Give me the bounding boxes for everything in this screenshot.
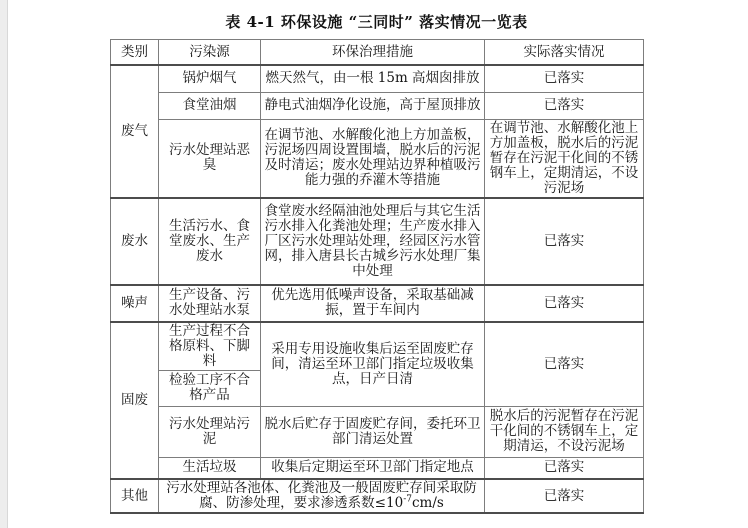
measure-cell: 优先选用低噪声设备，采取基础减振，置于车间内 bbox=[261, 285, 485, 322]
source-cell: 生活污水、食堂废水、生产废水 bbox=[159, 198, 261, 285]
source-cell: 污水处理站恶臭 bbox=[159, 119, 261, 198]
category-cell: 废水 bbox=[111, 198, 159, 285]
status-cell: 已落实 bbox=[485, 92, 644, 119]
source-cell: 检验工序不合格产品 bbox=[159, 370, 261, 406]
table-row bbox=[111, 479, 644, 513]
measure-unit: cm/s bbox=[411, 495, 444, 511]
source-cell: 生产设备、污水处理站水泵 bbox=[159, 285, 261, 322]
source-cell: 污水处理站污泥 bbox=[159, 406, 261, 457]
status-cell: 已落实 bbox=[485, 285, 644, 322]
header-status: 实际落实情况 bbox=[485, 40, 644, 66]
category-cell: 废气 bbox=[111, 65, 159, 198]
source-cell: 食堂油烟 bbox=[159, 92, 261, 119]
source-cell: 锅炉烟气 bbox=[159, 65, 261, 92]
status-cell: 已落实 bbox=[485, 198, 644, 285]
env-facilities-table bbox=[110, 39, 644, 514]
measure-cell: 采用专用设施收集后运至固废贮存间，清运至环卫部门指定垃圾收集点，日产日清 bbox=[261, 322, 485, 407]
measure-cell bbox=[159, 479, 485, 513]
measure-cell: 食堂废水经隔油池处理后与其它生活污水排入化粪池处理；生产废水排入厂区污水处理站处理，经园区污水管网，排入唐县长古城乡污水处理厂集中处理 bbox=[261, 198, 485, 285]
page-edge-strip bbox=[0, 0, 8, 528]
source-cell: 生产过程不合格原料、下脚料 bbox=[159, 322, 261, 371]
status-cell: 已落实 bbox=[485, 479, 644, 513]
source-cell: 生活垃圾 bbox=[159, 457, 261, 479]
table-row bbox=[111, 457, 644, 479]
measure-cell: 脱水后贮存于固废贮存间，委托环卫部门清运处置 bbox=[261, 406, 485, 457]
table-row bbox=[111, 65, 644, 92]
category-cell: 其他 bbox=[111, 479, 159, 513]
status-cell: 已落实 bbox=[485, 457, 644, 479]
header-category: 类别 bbox=[111, 40, 159, 66]
status-cell: 已落实 bbox=[485, 65, 644, 92]
status-cell: 已落实 bbox=[485, 322, 644, 407]
table-title: 表 4-1 环保设施 “三同时” 落实情况一览表 bbox=[225, 13, 528, 31]
table-row bbox=[111, 119, 644, 198]
measure-cell: 收集后定期运至环卫部门指定地点 bbox=[261, 457, 485, 479]
measure-cell: 在调节池、水解酸化池上方加盖板，污泥场四周设置围墙，脱水后的污泥及时清运；废水处理站边界种植吸污能力强的乔灌木等措施 bbox=[261, 119, 485, 198]
table-row bbox=[111, 322, 644, 371]
table-row bbox=[111, 406, 644, 457]
category-cell: 固废 bbox=[111, 322, 159, 480]
measure-text: 污水处理站各池体、化粪池及一般固废贮存间采取防腐、防渗处理，要求渗透系数≤10 bbox=[166, 480, 477, 511]
table-row bbox=[111, 285, 644, 322]
header-measure: 环保治理措施 bbox=[261, 40, 485, 66]
status-cell: 在调节池、水解酸化池上方加盖板，脱水后的污泥暂存在污泥干化间的不锈钢车上，定期清运，不设污泥场 bbox=[485, 119, 644, 198]
permeability-exponent: -7 bbox=[403, 494, 412, 505]
table-header-row bbox=[111, 40, 644, 66]
category-cell: 噪声 bbox=[111, 285, 159, 322]
table-row bbox=[111, 198, 644, 285]
measure-cell: 燃天然气，由一根 15m 高烟囱排放 bbox=[261, 65, 485, 92]
status-cell: 脱水后的污泥暂存在污泥干化间的不锈钢车上，定期清运，不设污泥场 bbox=[485, 406, 644, 457]
header-source: 污染源 bbox=[159, 40, 261, 66]
measure-cell: 静电式油烟净化设施，高于屋顶排放 bbox=[261, 92, 485, 119]
table-row bbox=[111, 92, 644, 119]
